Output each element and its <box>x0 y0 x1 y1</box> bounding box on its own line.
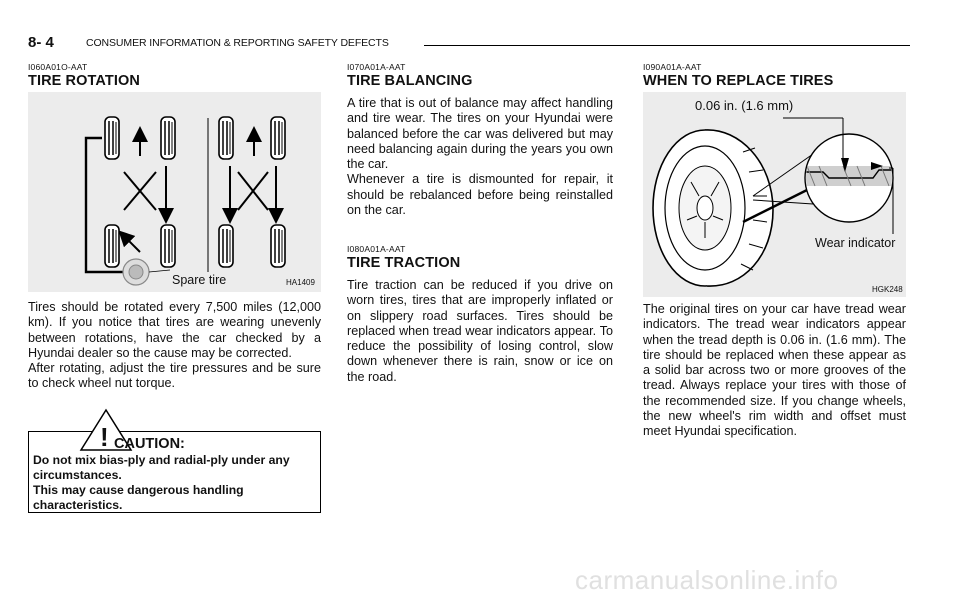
caution-box <box>28 422 321 513</box>
balancing-paragraph: A tire that is out of balance may affect handling and tire wear. The tires on your Hyundai were balanced before the car was delivered but may need balancing again during the years you own the car. <box>347 96 613 172</box>
tread-depth-label: 0.06 in. (1.6 mm) <box>695 98 794 113</box>
tire-side-view <box>653 130 773 286</box>
caution-line: Do not mix bias-ply and radial-ply under any circumstances. <box>33 453 290 482</box>
rotation-body <box>28 300 321 392</box>
balancing-heading: TIRE BALANCING <box>347 73 473 89</box>
traction-body <box>347 278 613 385</box>
rotation-pattern-left <box>86 117 175 285</box>
balancing-paragraph: Whenever a tire is dismounted for repair, it should be rebalanced before being reinstalled on the car. <box>347 172 613 218</box>
header-rule <box>424 45 910 46</box>
rotation-figure <box>28 92 321 292</box>
watermark-text: carmanualsonline.info <box>575 565 839 595</box>
balancing-body <box>347 96 613 218</box>
traction-code: I080A01A-AAT <box>347 244 406 254</box>
rotation-heading: TIRE ROTATION <box>28 73 140 89</box>
replace-code: I090A01A-AAT <box>643 62 702 72</box>
rotation-paragraph: After rotating, adjust the tire pressures and be sure to check wheel nut torque. <box>28 361 321 391</box>
caution-text <box>33 453 317 513</box>
rotation-figure-code: HA1409 <box>286 278 315 287</box>
replace-heading: WHEN TO REPLACE TIRES <box>643 73 834 89</box>
replace-figure-code: HGK248 <box>872 285 903 294</box>
balancing-code: I070A01A-AAT <box>347 62 406 72</box>
caution-title: CAUTION: <box>114 436 185 452</box>
rotation-code: I060A01O-AAT <box>28 62 88 72</box>
caution-line: This may cause dangerous handling characteristics. <box>33 483 244 512</box>
tire-wear-diagram <box>643 92 906 297</box>
tire-rotation-diagram <box>28 92 321 292</box>
replace-body <box>643 302 906 440</box>
replace-figure <box>643 92 906 297</box>
rotation-pattern-right <box>208 117 285 272</box>
spare-tire-label: Spare tire <box>172 273 227 287</box>
replace-paragraph: The original tires on your car have tread wear indicators. The tread wear indicators appear when the tread depth is 0.06 in. (1.6 mm). The tire should be replaced when these appear as a solid bar across two or more grooves of the tread. Always replace your tires with those of the recommended size. If you change wheels, the new wheel's rim width and offset must meet Hyundai specification. <box>643 302 906 439</box>
traction-paragraph: Tire traction can be reduced if you drive on worn tires, tires that are improperly inflated or on slippery road surfaces. Tires should be replaced when tread wear indicators appear. To reduce the possibility of losing control, slow down whenever there is rain, snow or ice on the road. <box>347 278 613 384</box>
page-number: 8- 4 <box>28 34 54 51</box>
caution-mark: ! <box>100 422 109 452</box>
rotation-paragraph: Tires should be rotated every 7,500 miles (12,000 km). If you notice that tires are wearing unevenly between rotations, have the car checked by a Hyundai dealer so the cause may be corrected. <box>28 300 321 360</box>
traction-heading: TIRE TRACTION <box>347 255 461 271</box>
wear-indicator-label: Wear indicator <box>815 236 896 250</box>
tread-magnifier <box>803 134 895 222</box>
section-title: CONSUMER INFORMATION & REPORTING SAFETY DEFECTS <box>86 37 389 49</box>
